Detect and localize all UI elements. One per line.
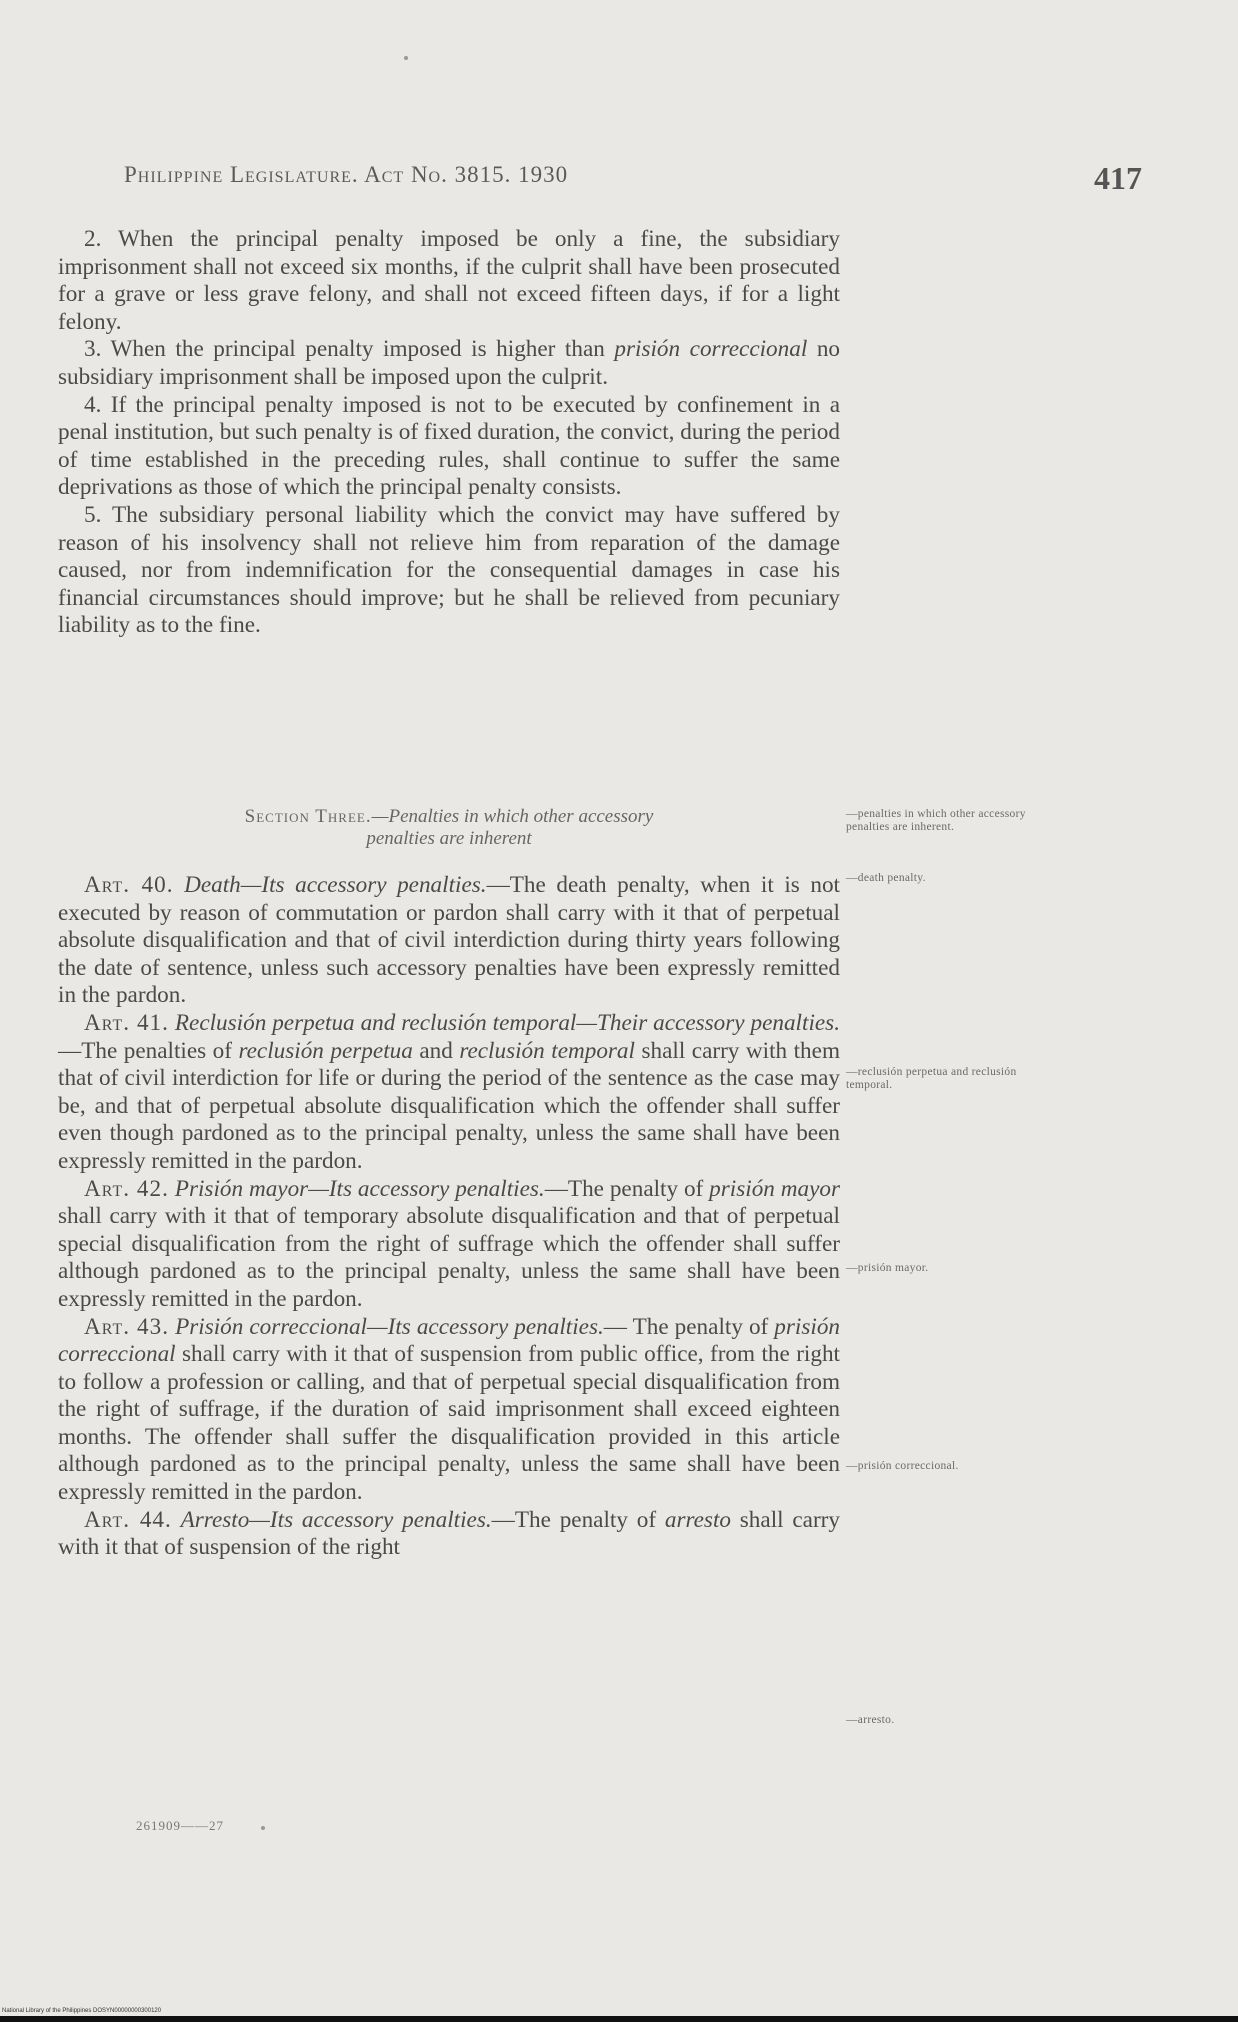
article-40-label: Art. 40.	[84, 872, 174, 898]
article-42-text: shall carry with it that of temporary absolute disqualification and that of perpetual special disqualification from the right of suffrage which the offender shall suffer although pardoned as to the principal penalty, unless the same shall have been expressly remitted in the pardon.	[58, 1203, 840, 1312]
article-41-text: shall carry with them that of civil interdiction for life or during the period of the sentence as the case may be, and that of perpetual absolute disqualification which the offender shall suffer even though pardoned as to the principal penalty, unless the same shall have been expressly remitted in the pardon.	[58, 1037, 840, 1174]
article-43	[58, 1314, 840, 1507]
article-40-text: —The death penalty, when it is not executed by reason of commutation or pardon shall carry with it that of perpetual absolute disqualification and that of civil interdiction during thirty years following the date of sentence, unless such accessory penalties have been expressly remitted in the pardon.	[58, 872, 840, 1009]
margin-note-art43: —prisión correccional.	[846, 1460, 959, 1472]
paragraph-3-text-end: no subsidiary imprisonment shall be imposed upon the culprit.	[58, 336, 841, 390]
article-43-text: shall carry with it that of suspension from public office, from the right to follow a profession or calling, and that of perpetual special disqualification from the right of suffrage, if the duration of said imprisonment shall exceed eighteen months. The offender shall suffer the disqualification provided in this article although pardoned as to the principal penalty, unless the same shall have been expressly remitted in the pardon.	[58, 1341, 840, 1506]
page-number: 417	[1094, 160, 1142, 196]
scan-speck	[261, 1826, 265, 1830]
article-40-title: Death—Its accessory penalties.	[184, 872, 487, 898]
article-41-text: —The penalties of	[58, 1037, 239, 1064]
article-42-title: Prisión mayor—Its accessory penalties.	[174, 1175, 545, 1202]
article-42-italic: prisión mayor	[709, 1175, 841, 1202]
article-40	[58, 872, 840, 1010]
article-43-title: Prisión correccional—Its accessory penalties.	[175, 1313, 604, 1340]
print-code: 261909——27	[136, 1818, 224, 1833]
margin-note-art40: —death penalty.	[846, 872, 926, 884]
scan-speck	[404, 56, 408, 60]
article-41-title: Reclusión perpetua and reclusión temporal—Their accessory penalties.	[174, 1009, 840, 1036]
running-header: Philippine Legislature. Act No. 3815. 1930	[124, 162, 569, 187]
paragraph-4: 4. If the principal penalty imposed is not to be executed by confinement in a penal institution, but such penalty is of fixed duration, the convict, during the period of time established in the preceding rules, shall continue to suffer the same deprivations as those of which the principal penalty consists.	[58, 391, 840, 501]
paragraph-3-text: 3. When the principal penalty imposed is higher than	[84, 336, 615, 363]
article-41	[58, 1010, 840, 1176]
article-42-text: —The penalty of	[544, 1175, 710, 1202]
article-44-label: Art. 44.	[84, 1506, 172, 1533]
article-42	[58, 1176, 840, 1314]
article-43-text: — The penalty of	[603, 1313, 775, 1340]
scan-edge-bar	[0, 2016, 1238, 2022]
top-paragraphs	[58, 226, 840, 640]
article-41-label: Art. 41.	[84, 1009, 169, 1036]
paragraph-2: 2. When the principal penalty imposed be only a fine, the subsidiary imprisonment shall not exceed six months, if the culprit shall have been prosecuted for a grave or less grave felony, and shall not exceed fifteen days, if for a light felony.	[58, 226, 840, 335]
article-44-italic: arresto	[664, 1506, 731, 1533]
article-43-italic: prisión correccional	[58, 1313, 841, 1368]
margin-note-art44: —arresto.	[846, 1714, 895, 1726]
article-44-text: —The penalty of	[491, 1506, 665, 1533]
library-stamp: National Library of the Philippines DOSYN00000000300120	[2, 2008, 162, 2014]
paragraph-3-italic: prisión correccional	[614, 336, 808, 363]
paragraph-5: 5. The subsidiary personal liability which the convict may have suffered by reason of his insolvency shall not relieve him from reparation of the damage caused, nor from indemnification for the consequential damages in case his financial circumstances should improve; but he shall be relieved from pecuniary liability as to the fine.	[58, 501, 840, 639]
article-41-text: and	[412, 1037, 460, 1064]
article-42-label: Art. 42.	[84, 1175, 169, 1202]
margin-note-art42: —prisión mayor.	[846, 1262, 929, 1274]
paragraph-3	[58, 336, 840, 391]
article-44	[58, 1507, 840, 1562]
article-41-italic: reclusión perpetua	[238, 1037, 413, 1064]
article-41-italic: reclusión temporal	[459, 1037, 635, 1064]
margin-note-art41: —reclusión perpetua and reclusión temporal.	[846, 1066, 1017, 1091]
section-title-line2: penalties are inherent	[366, 828, 532, 849]
section-heading	[58, 806, 840, 850]
article-44-title: Arresto—Its accessory penalties.	[180, 1506, 492, 1533]
section-label: Section Three.	[244, 806, 372, 827]
article-44-text: shall carry with it that of suspension of the right	[58, 1506, 840, 1561]
margin-note-section: —penalties in which other accessory penalties are inherent.	[846, 808, 1026, 833]
section-title-line1: —Penalties in which other accessory	[371, 806, 654, 827]
articles-body	[58, 872, 840, 1562]
article-43-label: Art. 43.	[84, 1313, 170, 1340]
